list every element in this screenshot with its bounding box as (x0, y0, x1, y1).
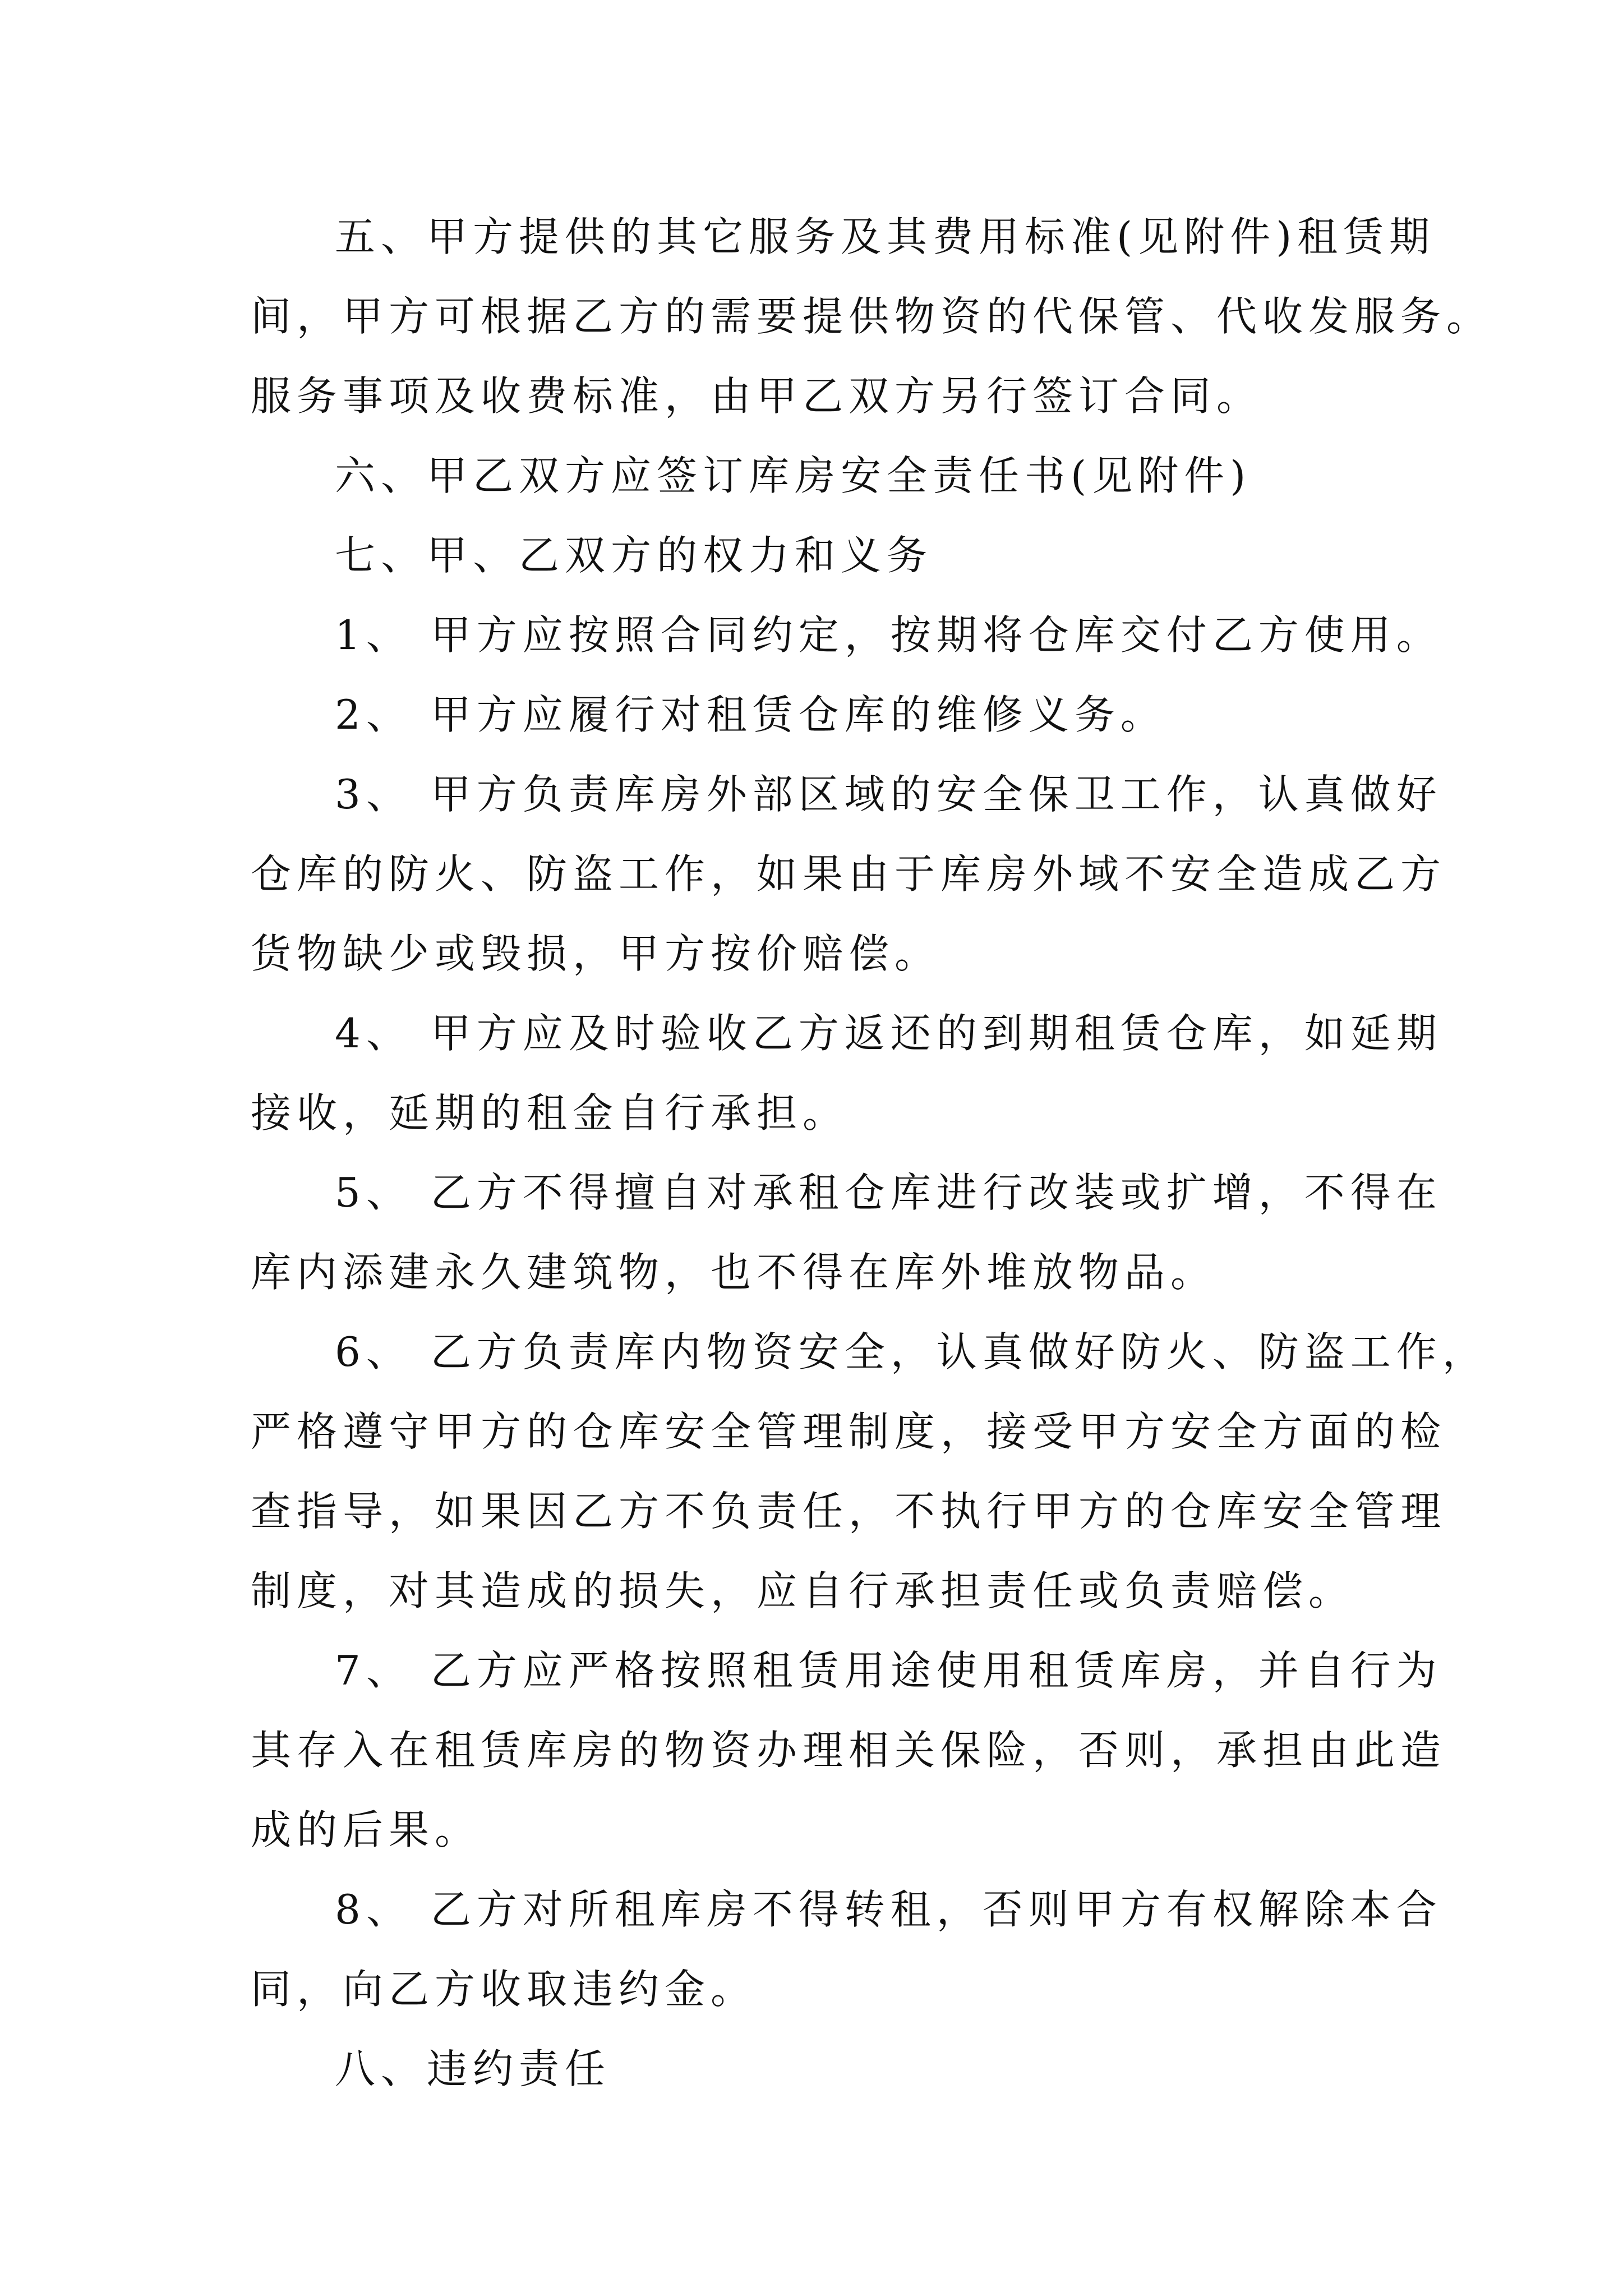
text-line: 7、 乙方应严格按照租赁用途使用租赁库房，并自行为 (335, 1647, 1442, 1694)
text-line: 货物缺少或毁损，甲方按价赔偿。 (251, 930, 941, 977)
text-line: 严格遵守甲方的仓库安全管理制度，接受甲方安全方面的检 (251, 1408, 1447, 1455)
text-line: 1、 甲方应按照合同约定，按期将仓库交付乙方使用。 (335, 611, 1442, 659)
text-line: 2、 甲方应履行对租赁仓库的维修义务。 (335, 691, 1166, 738)
text-line: 六、甲乙双方应签订库房安全责任书(见附件) (335, 452, 1252, 499)
text-line: 库内添建永久建筑物，也不得在库外堆放物品。 (251, 1249, 1217, 1296)
text-line: 8、 乙方对所租库房不得转租，否则甲方有权解除本合 (335, 1886, 1442, 1933)
text-line: 七、甲、乙双方的权力和义务 (335, 532, 933, 579)
text-line: 间，甲方可根据乙方的需要提供物资的代保管、代收发服务。 (251, 293, 1493, 340)
text-line: 3、 甲方负责库房外部区域的安全保卫工作，认真做好 (335, 771, 1442, 818)
text-line: 查指导，如果因乙方不负责任，不执行甲方的仓库安全管理 (251, 1488, 1447, 1535)
text-line: 4、 甲方应及时验收乙方返还的到期租赁仓库，如延期 (335, 1010, 1442, 1057)
text-line: 五、甲方提供的其它服务及其费用标准(见附件)租赁期 (335, 213, 1436, 260)
text-line: 仓库的防火、防盗工作，如果由于库房外域不安全造成乙方 (251, 850, 1447, 898)
text-line: 八、违约责任 (335, 2045, 611, 2092)
text-line: 6、 乙方负责库内物资安全，认真做好防火、防盗工作， (335, 1328, 1488, 1375)
text-line: 服务事项及收费标准，由甲乙双方另行签订合同。 (251, 372, 1263, 420)
text-line: 5、 乙方不得擅自对承租仓库进行改装或扩增，不得在 (335, 1169, 1442, 1216)
document-page (251, 209, 1493, 2120)
text-line: 成的后果。 (251, 1806, 481, 1853)
text-line: 其存入在租赁库房的物资办理相关保险，否则，承担由此造 (251, 1727, 1447, 1774)
text-line: 接收，延期的租金自行承担。 (251, 1089, 849, 1137)
text-line: 同，向乙方收取违约金。 (251, 1966, 757, 2013)
text-line: 制度，对其造成的损失，应自行承担责任或负责赔偿。 (251, 1567, 1355, 1614)
